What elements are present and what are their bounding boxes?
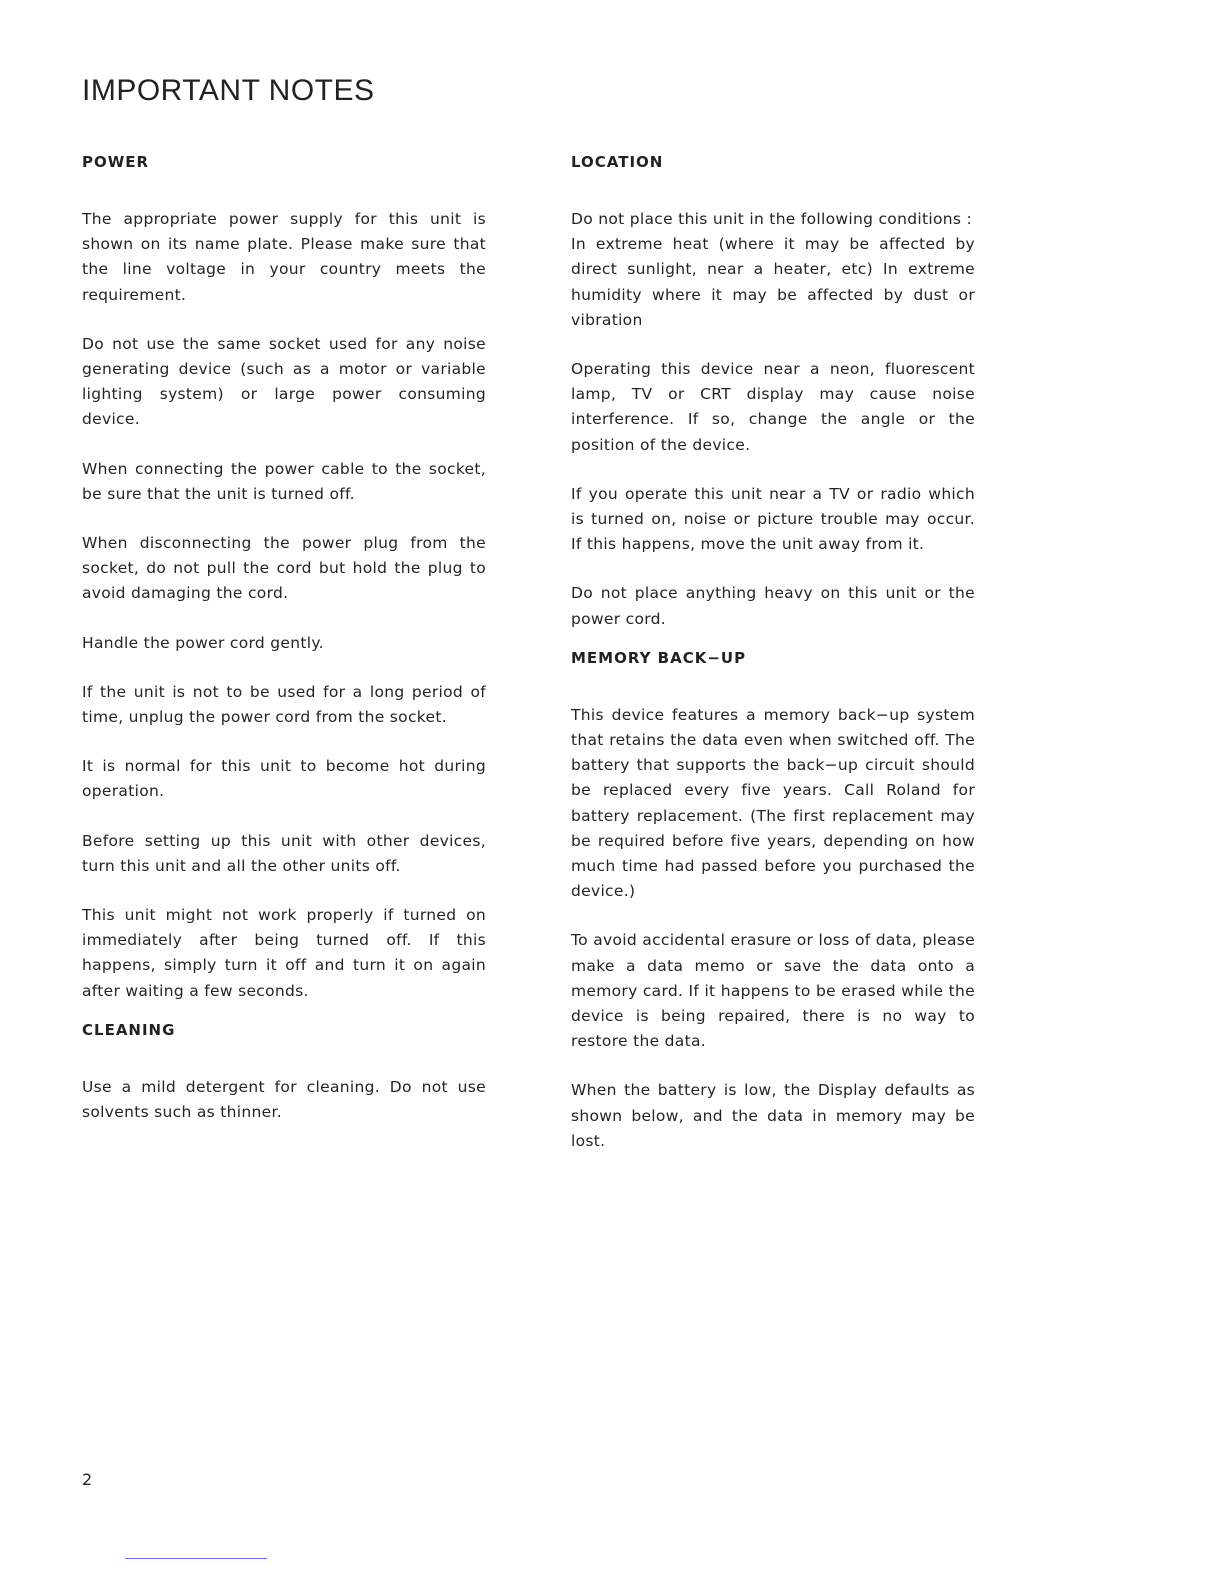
power-paragraph: When connecting the power cable to the socket, be sure that the unit is turned off. [82,459,486,503]
memory-backup-heading: MEMORY BACK−UP [571,648,747,667]
power-paragraph: Before setting up this unit with other devices, turn this unit and all the other units off. [82,831,486,875]
location-paragraph: Do not place anything heavy on this unit or the power cord. [571,584,975,628]
divider [125,1558,267,1559]
power-paragraph: When disconnecting the power plug from the socket, do not pull the cord but hold the plug to avoid damaging the cord. [82,534,486,603]
power-paragraph: Handle the power cord gently. [82,633,324,652]
location-paragraph: If you operate this unit near a TV or radio which is turned on, noise or picture trouble may occur. If this happens, move the unit away from it. [571,484,975,554]
power-paragraph: Do not use the same socket used for any noise generating device (such as a motor or variable lighting system) or large power consuming device. [82,334,486,429]
page-title: IMPORTANT NOTES [82,74,375,107]
cleaning-paragraph: Use a mild detergent for cleaning. Do not use solvents such as thinner. [82,1077,486,1122]
power-paragraph: If the unit is not to be used for a long period of time, unplug the power cord from the socket. [82,682,486,727]
memory-paragraph: This device features a memory back−up system that retains the data even when switched off. The battery that supports the back−up circuit should be replaced every five years. Call Roland for battery replacement. (The first replacement may be required before five years, depending on how much time had passed before you purchased the device.) [571,705,975,901]
memory-paragraph: To avoid accidental erasure or loss of data, please make a data memo or save the data onto a memory card. If it happens to be erased while the device is being repaired, there is no way to restore the data. [571,931,975,1051]
location-paragraph: Operating this device near a neon, fluorescent lamp, TV or CRT display may cause noise interference. If so, change the angle or the position of the device. [571,360,975,454]
power-heading: POWER [82,153,150,171]
location-intro: Do not place this unit in the following conditions : [571,210,972,228]
left-column [82,150,486,1149]
power-paragraph: The appropriate power supply for this unit is shown on its name plate. Please make sure that the line voltage in your country meets the requirement. [82,210,486,304]
location-conditions: In extreme heat (where it may be affected by direct sunlight, near a heater, etc) In extreme humidity where it may be affected by dust or vibration [571,235,975,329]
power-paragraph: This unit might not work properly if turned on immediately after being turned off. If this happens, simply turn it off and turn it on again after waiting a few seconds. [82,906,486,1000]
page-number: 2 [82,1470,93,1489]
cleaning-heading: CLEANING [82,1020,176,1039]
power-paragraph: It is normal for this unit to become hot during operation. [82,757,486,801]
location-heading: LOCATION [571,153,664,171]
memory-paragraph: When the battery is low, the Display defaults as shown below, and the data in memory may be lost. [571,1081,975,1150]
right-column [571,150,975,1178]
